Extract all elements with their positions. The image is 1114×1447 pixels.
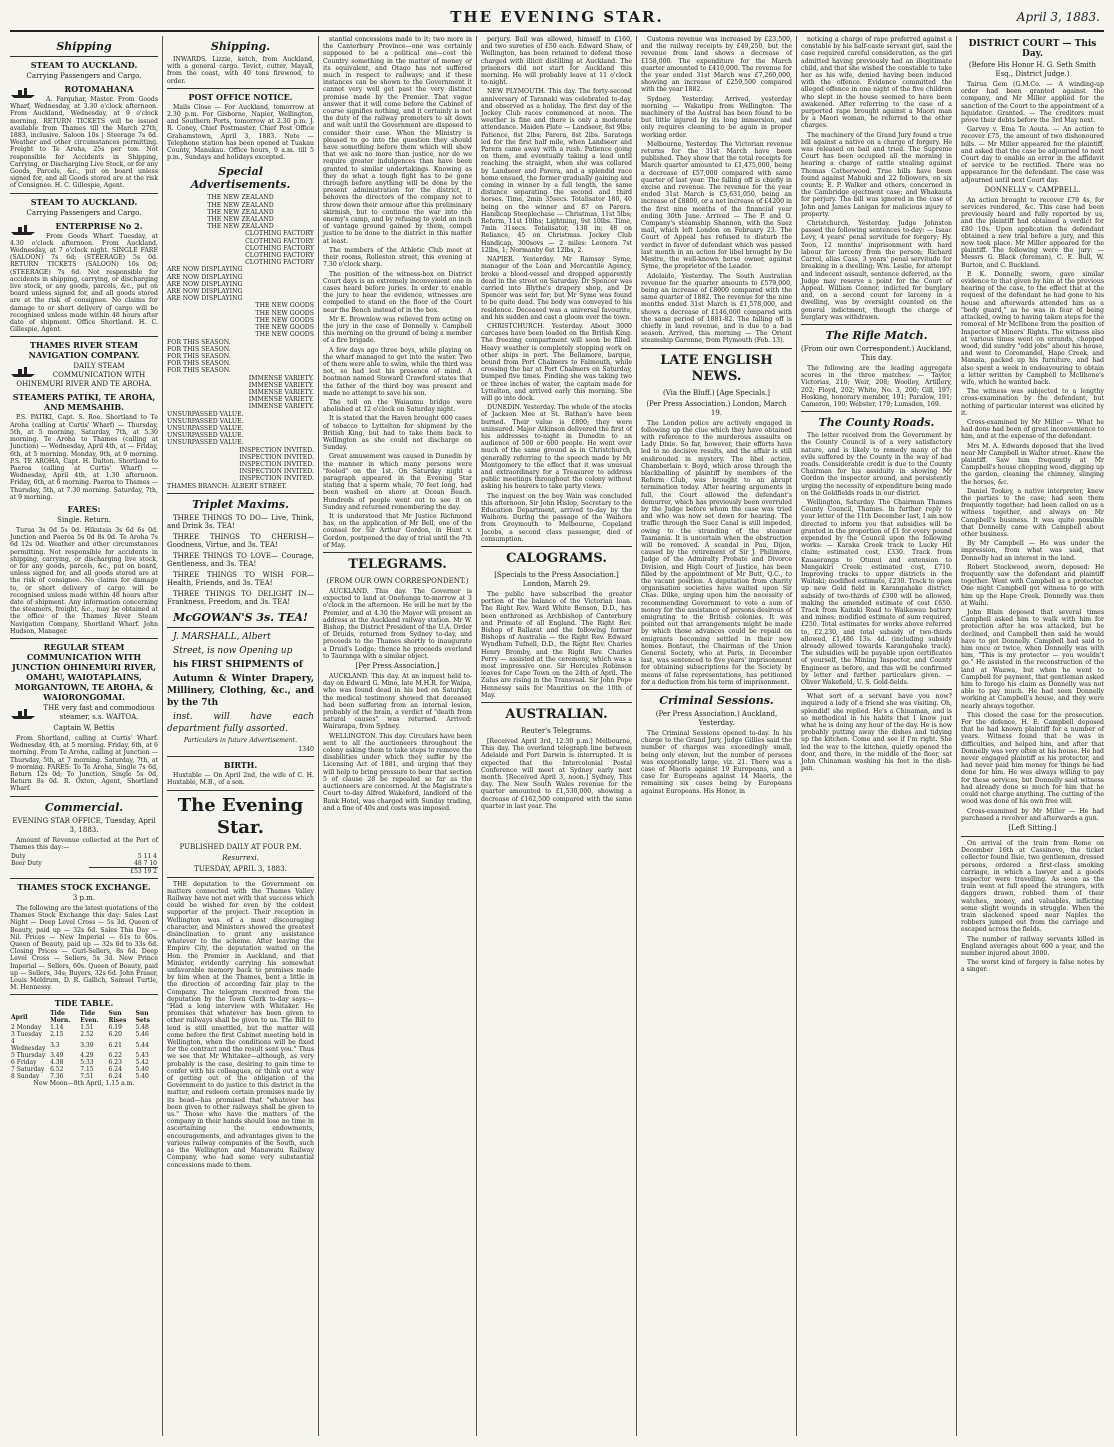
table-cell: 3 Tuesday [11, 1031, 43, 1039]
table-cell: 2 Monday [11, 1024, 42, 1032]
news-paragraph: Cross-examined by Mr Miller — He had purchased a revolver and afterwards a gun. [961, 807, 1104, 822]
table-header-row [10, 1010, 158, 1024]
ad-heading: REGULAR STEAM COMMUNICATION WITH JUNCTION OHINEMURI RIVER, OMAHU, WAIOTAPLAINS, MORGANTOWN, TE AROHA, & WAIORONGOMAI. [11, 641, 157, 702]
ad-line: ARE NOW DISPLAYING [167, 280, 243, 288]
steamship-icon [10, 364, 36, 378]
table-row [10, 1059, 158, 1066]
ship-name: ROTOMAHANA [64, 84, 134, 94]
news-paragraph: AUCKLAND. This day. The Governor is expected to land at Onehunga to-morrow at 3 o'clock in the afternoon. He will be met by the Premier, and at 4.30 the Mayor will present an address at the Auckland railway station. Mr W. Bishop, the District President of the U.A. Order of Druids, returned from Sydney to-day, and proceeds to the Thames shortly to inaugurate a Druid's Lodge; thence he proceeds overland to Tauranga with a similar object. [323, 588, 472, 660]
ad-line: INSPECTION INVITED. [239, 460, 314, 468]
news-paragraph: The witness was subjected to a lengthy cross-examination by the defendant, but nothing of particular interest was elicited by it. [961, 388, 1104, 417]
commercial-subheading: EVENING STAR OFFICE, Tuesday, April 3, 1883. [12, 816, 156, 834]
ad-line: FOR THIS SEASON. [167, 338, 231, 346]
late-news-heading: LATE ENGLISH NEWS. [660, 352, 773, 384]
ad-line: IMMENSE VARIETY. [248, 396, 314, 404]
steamship-icon [10, 85, 36, 99]
divider [167, 877, 314, 878]
ad-subheading: Carrying Passengers and Cargo. [26, 208, 142, 217]
news-paragraph: AUCKLAND. This day. At an inquest held to-day on Edward G. Mino, late M.H.R. for Waipa, who was found dead in his bed on Saturday, the medical testimony showed that deceased had been suffering from an internal lesion, probably of the brain, a verdict of "death from natural causes" was returned. Arrived: Wairarapa, from Sydney. [323, 673, 472, 731]
news-paragraph: The letter received from the Government by the County Council is of a very satisfactory nature, and is likely to remedy many of the evils suffered by the County in the way of bad roads. Considerable credit is due to the County Chairman for his assiduity in showing Mr Gordon the inspector around, and persistently urging the necessity of expenditure being made on the Goldfields roads in our district. [801, 432, 952, 497]
column-header: April [11, 1013, 28, 1021]
rifle-subheading: (From our own Correspondent.) Auckland, This day. [801, 344, 952, 362]
birth-heading: BIRTH. [223, 760, 258, 771]
australian-heading: AUSTRALIAN. [505, 707, 608, 723]
ship-name: STEAMERS PATIKI, TE AROHA, AND MEMSAHIB. [12, 392, 156, 413]
divider [801, 411, 952, 412]
divider [641, 348, 792, 349]
divider [10, 638, 158, 639]
news-paragraph: Cross-examined by Mr Miller — What he had done had been of great inconvenience to him, and at the expense of the defendant. [961, 418, 1104, 441]
news-paragraph: On arrival of the train from Rome on December 16th at Cassinovo, the ticket collector found Ilsie, two gentlemen, dressed persons, ordered a first-class smoking carriage, in which a lawyer and a goods inspector were travelling. As soon as the train went at full speed the strangers, with daggers drawn, robbed them of their watches, money, and valuables, inflicting some slight wounds in struggle. When the train slackened speed near Naples the robbers jumped out from the carriage and escaped across the fields. [961, 839, 1104, 934]
court-subheading: (Before His Honor H. G. Seth Smith Esq., District Judge.) [968, 61, 1097, 78]
divider [10, 994, 158, 995]
ad-line: CLOTHING FACTORY [245, 252, 314, 260]
news-paragraph: NEW PLYMOUTH. This day. The forty-second anniversary of Taranaki was celebrated to-day, and observed as a holiday. The first day of the Jockey Club races commenced at noon. The weather is fine and there is only a moderate attendance. Maiden Plate — Landseer, 8st 9lbs; Patience, 8st 2lbs; Parera, 8st 2lbs. Saratoga led for the first half mile, when Landseer and Parera came away with a rush. Patience going on them, and eventually taking a lead until reaching the straight, when she was collared by Landseer and Parera, and a splendid race home ensued, the former gradually gaining and coming in winner by a full length, the same distance separating the second and third horses. Time, 2min 35secs. Totalisator 180, 40 being on the winner and 87 on Parera. Handicap Steeplechase — Christmas, 11st 5lbs; Reform, 11st 10lbs; Lightning, 9st 10lbs. Time, 7min 31secs. Totalisator, 138 in; 48 on Reliance, 45 on Christmas. Jockey Club Handicap, 300sovs — 2 miles: Leonora 7st 12lbs, 1; Normanby 6st 12lbs, 2. [481, 88, 632, 254]
ad-subheading: THE very fast and commodious steamer, s.s. WAITOA. [43, 703, 155, 721]
news-paragraph: This closed the case for the prosecution. For the defence, H. E. Campbell deposed that he had known plaintiff for a number of years. Witness found that he was in difficulties, and helped him, and after that Donnelly was very often at his house. He had never engaged plaintiff as his protector, and had never paid him money for things he had done for him. He was always willing to pay for these services, but Donnelly said witness had already done so much for him that he could not charge anything. The cutting of the wood was done of his own free will. [961, 711, 1104, 806]
divider [10, 336, 158, 337]
press-association-line: [Per Press Association.] [355, 662, 440, 671]
news-paragraph: Melbourne, Yesterday. The Victorian revenue returns for the 31st March have been published. They show that the total receipts for March quarter amounted to £1,475,000, being a decrease of £57,000 compared with same quarter of last year. The falling off is chiefly in excise and revenue. The revenue for the year ended 31st March is £5,631,050, being an increase of £8800, or a net increase of £4200 in the first nine months of the financial year ending 30th June. Arrived — The P. and O. Company's steamship Shannon, with the Suez mail, which left London on February 23. The Court of Appeal has refused to disturb the verdict in favor of defendant which was passed last month in an action for libel brought by De Mestre, the well-known horse owner, against Syme, the proprietor of the Leader. [641, 140, 792, 271]
ad-heading: STEAM TO AUCKLAND. [30, 196, 138, 207]
ad-line: UNSURPASSED VALUE. [167, 439, 244, 447]
case-heading: DONNELLY v. CAMPBELL. [984, 185, 1081, 194]
ad-line: THE NEW ZEALAND [207, 208, 274, 216]
table-cell: Beer Duty [11, 860, 42, 868]
table-cell: 6.22 [108, 1052, 122, 1060]
news-paragraph: The inquest on the boy Wain was concluded this afternoon. Sir John Hislop, Secretary to the Education Department, arrived to-day by the Waihora. During the passage of the Waihora from Greymouth to Melbourne, Copeland Jacobs, a second class passenger, died of consumption. [481, 492, 632, 543]
news-paragraph: perjury. Bail was allowed, himself in £160, and two sureties of £50 each. Edward Shaw, of Wellington, has been retained to defend those charged with illicit distilling at Auckland. The prisoners did not start for Auckland this morning. He will probably leave at 11 o'clock to-night. [481, 36, 632, 87]
paper-motto: Resurrexi. [222, 853, 259, 862]
marshall-ad-line: Autumn & Winter Drapery, Millinery, Clothing, &c., and by the 7th [167, 673, 314, 708]
table-cell [10, 868, 89, 876]
ad-line: FOR THIS SEASON. [167, 360, 231, 368]
ad-body: A. Farquhar, Master. From Goods Wharf, Wednesday, at 3.30 o'clock afternoon. From Auckland, Wednesday, at 9 o'clock morning. RETURN TICKETS will be issued available from Thames till the March 27th, 1883, inclusive. Saloon 10s | Steerage 7s 6d. Weather and other circumstances permitting. Freight to Te Aroha, 25s per ton. Not responsible for Accidents in Shipping, Carrying, or Discharging Live Stock, or for any Goods, Parcels, &c., put on board unless signed for, and all Goods stored are at the risk of Consignee. H. C. Gillespie, Agent. [10, 96, 158, 190]
news-paragraph: Customs revenue was increased by £23,500, and the railway receipts by £49,250, but the revenue from land shows a decrease of £158,000. The expenditure for the March quarter amounted to £410,000. The revenue for the year ended 31st March was £7,260,000, showing an increase of £259,500 compared with the year 1882. [641, 36, 792, 94]
news-paragraph: The worst kind of forgery is false notes by a singer. [961, 959, 1104, 974]
divider [167, 790, 314, 791]
ad-line: IMMENSE VARIETY. [248, 374, 314, 382]
column-7 [956, 36, 1108, 1436]
revenue-table [10, 853, 158, 875]
ad-line: THE NEW ZEALAND [207, 223, 274, 231]
news-paragraph: A few days ago three boys, while playing on the wharf managed to get into the water. Two of them were able to swim, while the third was not, so had lost his presence of mind. A boatman named Steward Crawford states that the father of the third boy was present and made no attempt to save his son. [323, 346, 472, 397]
column-6 [796, 36, 956, 1436]
ad-line: THE NEW GOODS [255, 331, 314, 339]
table-cell: 5.42 [135, 1059, 149, 1067]
table-cell: 6 Friday [11, 1059, 37, 1067]
column-header: Tide Even. [80, 1010, 99, 1025]
ad-line: CLOTHING FACTORY [245, 259, 314, 267]
commercial-heading: Commercial. [44, 800, 124, 814]
ad-line: INSPECTION INVITED. [239, 453, 314, 461]
section-heading: Shipping [56, 40, 112, 53]
table-cell: 3.49 [50, 1052, 64, 1060]
maxim-line: THREE THINGS TO DELIGHT IN— Frankness, Freedom, and 3s. TEA! [167, 589, 314, 607]
news-paragraph: DUNEDIN. Yesterday. The whole of the stocks of Jackson Mee at St. Bathan's have been burned. Their value is £800; they were uninsured. Major Atkinson delivered the first of his addresses to-night in Dunedin to an audience of 500 or 600 people. He went over much of the same ground as in Christchurch, generally referring to the speech made by Mr Montgomery to the effect that it was unusual and extraordinary for a Treasurer to address public meetings throughout the colony without asking his hearers to take party views. [481, 404, 632, 491]
exchange-text: The following are the latest quotations of the Thames Stock Exchange this day: Sales Last Night — Deep Level Cross — 5s 3d. Queen of Beauty, paid up — 32s 6d. Sales This Day — Nil. Prices — New Imperial — 61s to 60s. Queen of Beauty, paid up — 32s 6d to 33s 6d. Closing Prices — Gurl-Sellers, 8s 6d. Deep Level Cross — Sellers, 5s 3d. New Prince Imperial — Sellers, 60s. Queen of Beauty, paid up — Sellers, 34s; Buyers, 32s 6d. John Fraser, Louis Meldrum, D. R. Gallich, Samuel Turtle, M. Hennessy. [10, 905, 158, 992]
telegrams-heading: TELEGRAMS. [348, 557, 447, 573]
news-paragraph: P. K. Donnelly, sworn, gave similar evidence to that given by him at the previous hearing of the case, to the effect that at the request of the defendant he had gone to his house and afterwards attended him as a "body guard," as he was in fear of being attacked, owing to having taken steps for the removal of Mr McIlhone from the position of Inspector of Miners' Rights. The witness also at various times went on errands, chopped wood, did sundry "odd jobs" about his house, and went to Coromandel, Hape Creek, and Manaia, packed up his furniture, and had also spent a week in endeavouring to obtain a letter written by Campbell to McIlhone's wife, which he wanted back. [961, 270, 1104, 386]
divider [481, 546, 632, 547]
ad-line: FOR THIS SEASON. [167, 345, 231, 353]
maxims-footer: McGOWAN'S 3s. TEA! [173, 610, 308, 624]
news-paragraph: An action brought to recover £79 4s, for services rendered, &c. This case had been previously heard and fully reported by us, and the plaintiff had obtained a verdict for £80 10s. Upon application the defendant obtained a new trial before a jury, and this now took place. Mr Miller appeared for the plaintiff. The following were the jury: — Messrs G. Black (foreman), C. E. Bull, W. Burton, and C. Buckland. [961, 196, 1104, 269]
divider [481, 702, 632, 703]
table-row [10, 1038, 158, 1052]
news-paragraph: It is understood that Mr Justice Richmond has, on the application of Mr Bell, one of the counsel for Sir Arthur Gordon, in Hunt v. Gordon, postponed the day of trial until the 7th of May. [323, 513, 472, 549]
ad-heading: STEAM TO AUCKLAND. [30, 60, 138, 70]
table-cell: 6.24 [108, 1066, 122, 1074]
news-paragraph: NAPIER. Yesterday. Mr Ramsay Syme, manager of the Loan and Mercantile Agency, broke a blood-vessel and dropped apparently dead in the street on Saturday. Dr Spencer was carried into Blythe's drapery shop, and Dr Spencer was sent for; but Mr Syme was found to be quite dead. The body was conveyed to his residence. Deceased was a universal favourite, and his sudden and cast a gloom over the town. [481, 256, 632, 321]
inwards-text: INWARDS. Lizzie, ketch, from Auckland, with a general cargo. Tevict, cutter, Mayall, from the coast, with 40 tons firewood, to order. [167, 56, 314, 85]
table-row [10, 860, 158, 868]
ad-line: UNSURPASSED VALUE. [167, 410, 244, 418]
ad-line: ARE NOW DISPLAYING [167, 266, 243, 274]
news-paragraph: Mrs M. A. Edwards deposed that she lived near Mr Campbell in Walter street. Knew the plaintiff. Saw him frequently at Mr Campbell's house chopping wood, digging up the garden, cleaning the chimney, slinging the horses, &c. [961, 442, 1104, 486]
fares-subheading: Single. Return. [57, 515, 111, 524]
divider [801, 689, 952, 690]
article-text: stantial concessions made to it; two more in the Canterbury Province—one was certainly supposed to be a political one—cost the Country something in the matter of money or its equivalent, and Otago has not suffered much in respect to railways; and if these instances can be shown to the Government it cannot very well get past the very distinct promise made by the Premier. That vague answer that it will come before the Cabinet of course signifies nothing, and it certainly is not the duty of the railway promoters to sit down and wait until the Government are disposed to consider their case. When the Ministry is pleased to go into the question they should have something before them which will show that we ask no more than justice, nor do we require greater indulgences than have been granted to similar undertakings. Knowing as they do what a tough fight has to be gone through before anything will be done by the present administration for the district, it behoves the directors of the company not to throw down their armour after this preliminary skirmish, but to continue the war into the enemy's camp, and by refusing to yield an inch of vantage ground gained by them, compel justice to be done to the district in this matter at least. [323, 36, 472, 245]
ad-line: ARE NOW DISPLAYING [167, 288, 243, 296]
news-paragraph: The toll on the Waiaumu bridge were abolished at 12 o'clock on Saturday night. [323, 398, 472, 414]
ad-line: CLOTHING FACTORY [245, 230, 314, 238]
divider [10, 796, 158, 797]
table-cell: 6.21 [108, 1041, 122, 1049]
news-paragraph: The following are the leading aggregate scores in the three matches: — Taylor, Victorias, 210; Weir, 208; Woolley, Artillery, 202; Floyd, 202; White, No. 3, 200; Gill, 197; Hosking, honorary member, 191; Paralow, 191; Cameron, 190; Webster, 179; Lumsden, 169. [801, 364, 952, 408]
news-paragraph: The Criminal Sessions opened to-day. In his charge to the Grand Jury, Judge Gillies said the number of charges was exceedingly small, being only eleven, but the number of persons was exceptionally large, viz. 21. There was a case of Maoris against 19 Europeans, and a case for Europeans against 14 Maoris, the remaining six cases being by Europeans against Europeans. His Honor, in [641, 730, 792, 795]
ad-line: ARE NOW DISPLAYING [167, 273, 243, 281]
table-cell: 1.14 [50, 1024, 64, 1032]
commercial-text: Amount of Revenue collected at the Port of Thames this day:— [10, 836, 158, 851]
marshall-ad-line: his FIRST SHIPMENTS of [173, 659, 303, 670]
ad-line: THE NEW GOODS [255, 302, 314, 310]
ad-line: IMMENSE VARIETY. [248, 388, 314, 396]
column-header: Sun Sets [135, 1010, 150, 1025]
news-paragraph: Wellington, Saturday. The Chairman Thames County Council, Thames. In further reply to your letter of the 11th December last, I am now directed to inform you that subsidies will be granted in the proportion of £1 for every pound expended by the Council upon the following works: — Karaka Creek track to Lucky Hit claim; estimated cost, £330. Track from Kauaeranga to Otunui and extension to Mangakiri Creek; estimated cost, £710. Improving tracks to upper districts in the Waitaki; modified estimate, £230. Track to open up new Gold field in Karangahake district; subsidy of two-thirds of £300 will be allowed, making the amended estimate of cost £650. Track from Kaitaki Road to Waikawau battery and mines; modified estimate of sum required, £250. Total estimates for works above referred to, £2,230, and total subsidy of two-thirds allowed, £1,486 13s. 4d. (including subsidy already allowed towards Karangahake track). The subsidies will be payable upon certificates of yourself, the Mining Inspector, and County Engineer as before, and this will be confirmed by letter and further particulars given. — Oliver Wakefield, U. S. Gold-fields. [801, 498, 952, 687]
ad-line: THE NEW GOODS [255, 324, 314, 332]
masthead-date: April 3, 1883. [1016, 10, 1100, 24]
news-paragraph: What sort of a servant have you now? inquired a lady of a friend she was visiting. Oh, splendid! she replied. He's a Chinaman, and is so methodical in his habits that I know just what he is doing any hour of the day. He is now probably putting away the dishes and tidying up the kitchen. Come and see if I'm right. She led the way to the kitchen, quietly opened the door, and there, in the middle of the floor, sat John Chinaman washing his feet in the dish-pan. [801, 693, 952, 773]
table-cell: 5.40 [135, 1073, 149, 1081]
news-paragraph: John Blain deposed that several times Campbell asked him to walk with him for protection after he was attacked, but he declined, and Campbell then said he would have to get Donnelly. Campbell had said to him once or twice, when Donnelly was with him, "This is my protector — you wouldn't go." He assisted in the reconstruction of the land at Waawa, but when he went to Campbell for payment, that gentleman asked him to forego his claim as Donnelly was not able to pay much. He had seen Donnelly working at Campbell's house, and they were nearly always together. [961, 609, 1104, 710]
tide-table [10, 1010, 158, 1080]
paper-date: TUESDAY, APRIL 3, 1883. [194, 864, 287, 873]
news-paragraph: Tairua Gem (G.M.Co. — A winding-up order had been granted against the company, and Mr Miller applied for the sanction of the Court to the appointment of a liquidator. Granted. — The creditors must prove their debts before the 3rd May next. [961, 81, 1104, 125]
ad-body: P.S. PATIKI, Capt. S. Roe. Shortland to Te Aroha (calling at Curtis' Wharf) — Thursday, 5th, at 5 morning. Saturday, 7th, at 5.30 morning. Te Aroha to Thames (calling at Junction) — Wednesday, April 4th, at — Friday, 6th, at 5 morning. Monday, 9th, at 9 morning. P.S. TE AROHA, Capt. H. Dalton. Shortland to Paeroa (calling at Curtis' Wharf) — Wednesday, April 4th, at 1.30 afternoon. Friday, 6th, at 6 morning. Paeroa to Thames — Thursday, 5th, at 7.30 morning. Saturday, 7th, at 9 morning. [10, 414, 158, 501]
table-cell: 4.29 [80, 1052, 94, 1060]
maxims-heading: Triplet Maxims. [192, 497, 289, 511]
table-cell: 6.52 [50, 1066, 64, 1074]
divider [167, 627, 314, 628]
news-paragraph: Garvey v. Ema Te Aouta. — An action to recover £75, the amount of two dishonoured bills. — Mr Miller appeared for the plaintiff, and asked that the case be adjourned to next Court day to enable an error in the affidavit of service to be rectified. There was no appearance for the defendant. The case was adjourned until next Court day. [961, 126, 1104, 184]
news-paragraph: Adelaide, Yesterday. The South Australian revenue for the quarter amounts to £579,000, being an increase of £8000 compared with the same quarter of 1882. The revenue for the nine months ended 31st March is £1,578,000, and shows a decrease of £146,000 compared with the same period of 1881-82. The falling off is chiefly in land revenue, and is due to a bad season. Arrived, this morning — The Orient steamship Garonne, from Plymouth (Feb. 13). [641, 272, 792, 345]
ad-line: FOR THIS SEASON. [167, 352, 231, 360]
news-paragraph: The position of the witness-box on District Court days is an extremely inconvenient one in cases heard before juries. In order to enable the jury to hear the evidence, witnesses are compelled to stand on the floor of the Court near the Bench instead of in the box. [323, 270, 472, 314]
exchange-heading: THAMES STOCK EXCHANGE. [17, 882, 151, 892]
news-paragraph: The public have subscribed the greater portion of the balance of the Victorian loan. The Right Rev. Ward White Benson, D.D., has been enthroned as Archbishop of Canterbury and Primate of all England. The Right Rev. Bishop of Ballarat and the following former Bishops of Australia — the Right Rev. Edward Wyndham Tufnell, D.D., the Right Rev. Charles Henry Bromby, and the Right Rev. Charles Perry — assisted at the ceremony, which was a most impressive one. Sir Hercules Robinson leaves for Cape Town on the 24th of April. The Zulus are rising in the Transvaal. Sir John Pope Hennessy sails for Mauritius on the 10th of May. [481, 591, 632, 699]
ad-line: CLOTHING FACTORY [245, 244, 314, 252]
column-3 [318, 36, 476, 1436]
table-cell: £53 19 2 [89, 868, 158, 876]
table-cell: 7.36 [50, 1073, 64, 1081]
news-paragraph: The members of the Athletic Club meet at their rooms, Rolleston street, this evening at 7.30 o'clock sharp. [323, 246, 472, 269]
divider [641, 689, 792, 690]
ad-line: THE NEW ZEALAND [207, 201, 274, 209]
fares-heading: FARES: [67, 503, 101, 514]
ad-line: THE NEW ZEALAND [207, 194, 274, 202]
ad-line: ARE NOW DISPLAYING [167, 295, 243, 303]
late-news-subheading: (Per Press Association.) London, March 19. [646, 399, 787, 417]
table-cell: 5.33 [80, 1059, 94, 1067]
leader-article: THE deputation to the Government on matters connected with the Thames Valley Railway have not met with that success which could be wished for even by the coldest supporter of the project. Their reception in Wellington was of a most discouraging character, and Ministers showed the greatest disinclination to grant any assistance whatever to the scheme. After leaving the Empire City, the deputation waited on the Hon. the Premier in Auckland, and that Minister, evidently carrying his somewhat unfavorable memory back to promises made by him when at the Thames, bent a little in the direction of according fair play to the Company. The telegram received from the deputation by the Town Clerk to-day says:— "Had a long interview with Whitaker. He promises that whatever has been given to other railways shall be given to us. The Bill to lend is still unsettled, but the matter will come before the first Cabinet meeting held in Wellington, when the conditions will be fixed for the contract and the result sent you." Thus we see that Mr Whitaker—although, as very probably is the case, desiring to gain time to confer with his colleagues, or think out a way of getting out of the obligation of the Government to do justice to this district in the matter, and redeem certain promises made by its head—has promised that "whatever has been given to other railways shall be given to us." Those who have the matters of the company in their hands should lose no time in ascertaining the endowments, encouragements, and advantages given to the various railway companies of the South, such as the Wellington and Manawatu Railway Company, who had some very substantial concessions made to them. [167, 880, 314, 1169]
australian-subheading: Reuter's Telegrams. [520, 727, 593, 736]
divider [167, 756, 314, 757]
news-paragraph: CHRISTCHURCH. Yesterday. About 3000 carcases have been loaded on the British King. The freezing compartment will soon be filled. Heavy weather is completely stopping work on other ships in port. The Bellamore, barque, bound from Port Chalmers to Falmouth, while crossing the bar at Port Chalmers on Saturday, bumped five times. Finding she was taking two or three inches of water, the captain made for Lyttelton, and arrived early this morning. She will go into dock. [481, 322, 632, 402]
calograms-heading: CALOGRAMS. [506, 551, 607, 567]
divider [10, 878, 158, 879]
table-row [10, 1024, 158, 1031]
ad-line: INSPECTION INVITED. [239, 475, 314, 483]
table-cell: 3.39 [80, 1041, 94, 1049]
ad-line: UNSURPASSED VALUE. [167, 432, 244, 440]
news-paragraph: Sydney, Yesterday. Arrived, yesterday morning — Wakatipu from Wellington. The machinery of the Austral has been found to be but little injured by its long immersion, and only requires cleaning to be again in proper working order. [641, 95, 792, 139]
table-cell: 6.24 [108, 1073, 122, 1081]
news-paragraph: By Mr Campbell — He was under the impression, from what was said, that Donnelly had an interest in the land. [961, 540, 1104, 562]
column-1 [6, 36, 162, 1436]
news-paragraph: Great amusement was caused in Dunedin by the manner in which many persons were "fooled" on the 1st. On Saturday night a paragraph appeared in the Evening Star stating that a sperm whale, 70 feet long, had been washed on shore at Ocean Beach. Hundreds of people went out to see it on Sunday and returned remembering the day. [323, 453, 472, 511]
post-text: Mails Close — For Auckland, tomorrow at 2.30 p.m. For Gisborne, Napier, Wellington, and Southern Ports, tomorrow at 2.30 p.m. J. R. Coney, Chief Postmaster. Chief Post Office Grahamstown, April 3, 1883. Note — Telephone station has been opened at Tuakau County, Manukau. Office hours, 9 a.m. till 5 p.m., Sundays and holidays excepted. [167, 103, 314, 162]
ad-body: From Goods Wharf. Tuesday, at 4.30 o'clock afternoon. From Auckland, Wednesday, at 7 o'clock night. SINGLE FARE (SALOON) 7s 6d; (STEERAGE) 5s 0d. RETURN TICKETS (SALOON) 10s 0d; (STEERAGE) 7s 6d. Not responsible for accidents in shipping, carrying, or discharging live stock, or any goods, parcels, &c., put on board unless signed for, and all goods stored are at the risk of consignee. No claims for damage to or short delivery of cargo will be recognised unless made within 48 hours after date of shipment. Office Shortland. H. C. Gillespie, Agent. [10, 232, 158, 334]
ad-subheading: Carrying Passengers and Cargo. [26, 72, 142, 80]
table-cell: 2.52 [80, 1031, 94, 1039]
table-cell: 5 11 4 [137, 853, 157, 860]
rifle-heading: The Rifle Match. [825, 328, 928, 342]
steamship-icon [10, 222, 36, 236]
news-paragraph: Mr E. Brownlow was relieved from acting on the jury in the case of Donnelly v. Campbell this morning on the ground of being a member of a fire brigade. [323, 315, 472, 345]
marshall-ad-line: inst. will have each department fully assorted. [167, 711, 314, 734]
calograms-subheading: [Specials to the Press Association.] London, March 29. [494, 571, 619, 589]
table-cell: 8 Sunday [11, 1073, 40, 1081]
marshall-ad-line: J. MARSHALL, Albert [173, 631, 271, 642]
table-cell: 3.3 [50, 1041, 60, 1049]
table-cell: 1.51 [80, 1024, 94, 1032]
column-header: Sun Rises [108, 1010, 127, 1025]
table-cell: 5.48 [135, 1024, 149, 1032]
court-heading: DISTRICT COURT — This Day. [968, 39, 1097, 59]
table-cell: 2.15 [50, 1031, 64, 1039]
ad-line: IMMENSE VARIETY. [248, 403, 314, 411]
ad-line: INSPECTION INVITED. [239, 468, 314, 476]
ad-ref: 1340 [298, 745, 314, 753]
news-paragraph: Christchurch, Yesterday. Judge Johnston passed the following sentences to-day: — Isaac Levy, 4 years' penal servitude for forgery; Hy. Toon, 12 months' imprisonment with hard labour for larceny from the person; Richard Carrol, alias Cass, 3 years' penal servitude for breaking in a dwelling; Wm. Leslie, for attempt and indecent assault, sentence deferred, as the Judge may reserve a point for the Court of Appeal. William Connor, indicted for burglary and, on a second count for larceny in a dwelling, was by oversight counted on the general indictment, though the charge of burglary was withdrawn. [801, 220, 952, 321]
ad-line: THE NEW ZEALAND [207, 216, 274, 224]
table-cell: 48 7 10 [134, 860, 157, 867]
table-cell: Duty [11, 853, 26, 860]
column-header: Tide Morn. [50, 1010, 71, 1025]
table-cell: 7.51 [80, 1073, 94, 1081]
left-sitting-note: [Left Sitting.] [1008, 823, 1057, 832]
ad-line: UNSURPASSED VALUE. [167, 417, 244, 425]
table-cell: 7 Saturday [11, 1066, 45, 1074]
table-cell: 4 Wednesday [11, 1038, 46, 1053]
late-news-subheading: (Via the Bluff.) [Age Specials.] [663, 388, 770, 397]
table-cell: 5.44 [135, 1041, 149, 1049]
marshall-ad-line: Street, is now Opening up [173, 645, 293, 656]
table-cell: 5.43 [135, 1052, 149, 1060]
table-row [10, 1073, 158, 1080]
table-row [10, 868, 158, 876]
ad-heading: THAMES RIVER STEAM NAVIGATION COMPANY. [28, 340, 140, 361]
ad-line: UNSURPASSED VALUE. [167, 424, 244, 432]
tide-heading: TIDE TABLE. [54, 998, 114, 1009]
divider [961, 836, 1104, 837]
divider [167, 493, 314, 494]
county-heading: The County Roads. [818, 416, 935, 430]
divider [10, 193, 158, 194]
column-4 [476, 36, 636, 1436]
ad-body: From Shortland, calling at Curtis' Wharf. Wednesday, 4th, at 5 morning. Friday, 6th, at 6 morning. From Te Aroha, calling at Junction — Thursday, 5th, at 7 morning. Saturday, 7th, at 9 morning. FARES: To Te Aroha, Single 7s 6d, Return 12s 0d; To Junction, Single 5s 0d, Return 8s 0d. R. Oxton, Agent, Shortland Wharf. [10, 734, 158, 793]
branch-line: THAMES BRANCH: ALBERT STREET. [167, 482, 287, 490]
table-row [10, 853, 158, 860]
special-ads-heading: Special Advertisements. [190, 165, 291, 192]
news-paragraph: noticing a charge of rape preferred against a constable by his half-caste servant girl, said the case required careful consideration, as the girl admitted having previously had an illegitimate child, and that she wished the constable to take her as his wife, denied having been induced with the offence. Evidence committed the alleged offence in one night of the five children who slept in the house seemed to have been awakened. After referring to the case of a purported rape brought against a Maori man by a Maori woman, he referred to the other charges. [801, 36, 952, 130]
news-paragraph: The number of railway servants killed in England averages about 600 a year, and the number injured about 3000. [961, 935, 1104, 957]
news-paragraph: Robert Stockwood, sworn, deposed: He frequently saw the defendant and plaintiff together. Went with Campbell as a protector. One night Campbell got witness to go with him up the Hape Creek. Donnelly was then at Waihi. [961, 563, 1104, 607]
fares-body: Turua 3s 0d 5s 0d. Hikutaia 3s 6d 6s 0d. Junction and Paeroa 5s 0d 8s 0d. Te Aroha 7s 6d 12s 0d. Weather and other circumstances permitting. Not responsible for accidents in shipping, carrying, or discharging live stock, or for any goods, parcels, &c., put on board, unless signed for, and all goods stored are at the risk of consignee. No claims for damage to, or short delivery of cargo will be recognised unless made within 48 hours after date of shipment. Any information concerning the steamers, freight, &c., may be obtained at the office of the Thames River Steam Navigation Company, Shortland Wharf. John Hudson, Manager. [10, 526, 158, 635]
masthead-title: THE EVENING STAR. [450, 8, 664, 26]
maxim-line: THREE THINGS TO CHERISH— Goodness, Virtue, and 3s. TEA! [167, 532, 314, 550]
divider [167, 88, 314, 89]
table-row [10, 1066, 158, 1073]
news-paragraph: Daniel Tookey, a native interpreter, knew the parties to the case; had seen them frequently together; had been called on as a witness together, and always on Mr Campbell's business. It was quite possible that Donnelly came with Campbell about other business. [961, 487, 1104, 538]
ad-line: IMMENSE VARIETY. [248, 381, 314, 389]
post-heading: POST OFFICE NOTICE. [188, 91, 293, 102]
masthead [10, 8, 1104, 32]
ad-line: FOR THIS SEASON. [167, 367, 231, 375]
table-row [10, 1052, 158, 1059]
criminal-subheading: (Per Press Association.) Auckland, Yesterday. [655, 710, 778, 728]
criminal-heading: Criminal Sessions. [659, 694, 774, 708]
news-paragraph: It is stated that the Haven brought 600 cases of tobacco to Lyttelton for shipment by the British King, but had to take them back to Wellington as she could not discharge on Sunday. [323, 415, 472, 452]
ship-captain: Captain W. Bettis [53, 723, 115, 732]
table-cell: 5 Thursday [11, 1052, 46, 1060]
table-row [10, 1031, 158, 1038]
moon-note: New Moon—8th April, 1.15 a.m. [33, 1080, 135, 1088]
exchange-time: 3 p.m. [72, 894, 96, 902]
ad-line: THE NEW GOODS [255, 316, 314, 324]
paper-subtitle: PUBLISHED DAILY AT FOUR P.M. [179, 842, 302, 851]
table-cell: 6.20 [108, 1031, 122, 1039]
birth-text: Huxtable — On April 2nd, the wife of C. H. Huxtable, M.B., of a son. [167, 772, 314, 787]
ad-line: THE NEW GOODS [255, 309, 314, 317]
table-cell: 6.19 [108, 1024, 122, 1032]
news-paragraph: [Received April 3rd, 12.30 p.m.] Melbourne, This day. The overland telegraph line between Adelaide and Port Darwin is interrupted. It is expected that the Intercolonial Postal Conference will meet at Sydney early next month. [Received April 3, noon.] Sydney, This day. The New South Wales revenue for the quarter amounted to £1,530,000, showing a decrease of £162,500 compared with the same quarter in last year. The [481, 738, 632, 810]
column-5 [636, 36, 796, 1436]
telegrams-subheading: (FROM OUR OWN CORRESPONDENT.) [326, 577, 469, 586]
news-paragraph: The machinery of the Grand Jury found a true bill against a native on a charge of forgery. He was released on bail and tried. The Supreme Court has been occupied all the morning in hearing a charge of cattle stealing against Thomas Catherwood. True bills have been found against Mabuki and 22 followers, on six counts; E. P. Walker and others, concerned in the Cambridge ejectment case; and Whakauta for perjury. The bill was ignored in the case of John and James Lanigan for malicious injury to property. [801, 131, 952, 218]
maxim-line: THREE THINGS TO LOVE— Courage, Gentleness, and 3s. TEA! [167, 551, 314, 569]
marshall-ad-note: Particulars in future Advertisement. [183, 736, 298, 744]
table-cell: 7.15 [80, 1066, 94, 1074]
column-2 [162, 36, 318, 1436]
paper-title: The Evening Star. [177, 794, 304, 838]
ad-line: CLOTHING FACTORY [245, 237, 314, 245]
table-cell: 5.40 [135, 1066, 149, 1074]
table-cell: 5.46 [135, 1031, 149, 1039]
ship-name: ENTERPRISE No 2. [55, 220, 143, 231]
news-paragraph: The London police are actively engaged in following up the clue which they have obtained with reference to the murderous assaults on Lady Dixie. So far, however, their efforts have led to no decisive results, and the affair is still enshrouded in mystery. The libel action, Chamberlain v. Boyd, which arose through the blackballing of plaintiff by members of the Reform Club, was brought to an abrupt termination today. After hearing arguments in full, the Court allowed the defendant's demurrer, which has previously been overruled by the Judge before whom the case was tried and who was now set down for hearing. The traffic through the Suez Canal is still impeded, owing to the stranding of the steamer Tasmania. It is uncertain when the obstruction will be removed. A scandal in Pau, Dijon, caused by the retirement of Sir J. Philimore, Judge of the Admiralty Probate and Divorce Division, and High Court of Justice, has been filled by the appointment of Mr Butt, Q.C., to the vacant position. A deputation from charity organisation societies have waited upon Sir Chas. Dilke, urging upon him the necessity of recommending Government to vote a sum of money for the assistance of persons desirous of emigrating to the British colonies. It was pointed out that arrangements might be made by which those advances could be repaid on emigrants becoming settled in their new homes. Bontaut, the Chairman of the Union General Society, who at Paris, in December last, was sentenced to five years' imprisonment for obtaining subscriptions for the Society by means of false representations, has petitioned for a deduction from his term of imprisonment. [641, 419, 792, 686]
table-cell: 6.23 [108, 1059, 122, 1067]
ad-subheading: DAILY STEAM COMMUNICATION WITH OHINEMURI RIVER AND TE AROHA. [16, 362, 152, 389]
table-cell: 4.38 [50, 1059, 64, 1067]
divider [323, 552, 472, 553]
maxim-line: THREE THINGS TO DO— Live, Think, and Drink 3s. TEA! [167, 513, 314, 531]
section-heading: Shipping. [210, 40, 271, 53]
maxim-line: THREE THINGS TO WISH FOR— Health, Friends, and 3s. TEA! [167, 570, 314, 588]
news-paragraph: WELLINGTON. This day. Circulars have been sent to all the auctioneers throughout the colony asking them to take steps to remove the disabilities under which they suffer by the Licensing Act of 1881, and urging that they will help to bring pressure to bear that section 5 of clause 28 be repealed so far as the auctioneers are concerned. At the Magistrate's Court to-day Alfred Wakeford, landlord of the Bank Hotel, was charged with Sunday trading, and a fine of 40s and costs was imposed. [323, 732, 472, 812]
steamship-icon [10, 706, 36, 720]
divider [801, 324, 952, 325]
ad-line: INSPECTION INVITED. [239, 446, 314, 454]
divider [10, 56, 158, 57]
